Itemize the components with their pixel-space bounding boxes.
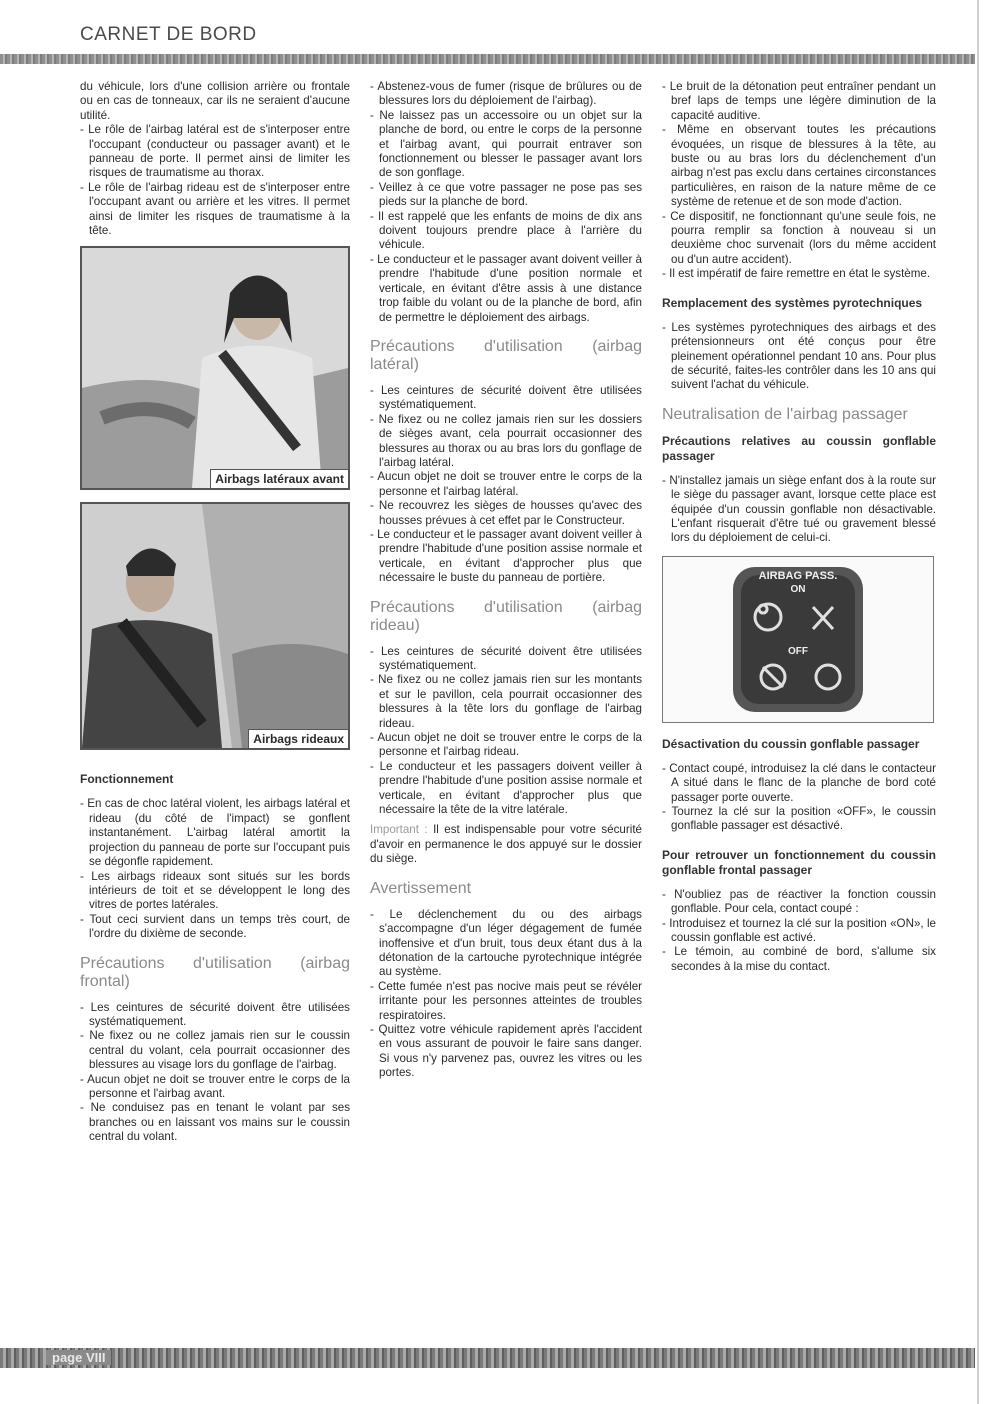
list-item: - Ne recouvrez les sièges de housses qu'avec des housses prévues à cet effet par le Constructeur. — [370, 499, 642, 528]
important-label: Important : — [370, 823, 428, 837]
list-item: - Aucun objet ne doit se trouver entre le corps de la personne et l'airbag avant. — [80, 1073, 350, 1102]
remplacement-heading: Remplacement des systèmes pyrotechniques — [662, 295, 923, 310]
desactivation-heading: Désactivation du coussin gonflable passager — [662, 736, 920, 751]
lateral-list — [370, 384, 642, 586]
list-item: - Les systèmes pyrotechniques des airbags et des prétensionneurs ont été conçus pour être pleinement opérationnel pendant 10 ans. Pour plus de sécurité, faites-les contrôler dans les 10 ans qui suivent l'achat du véhicule. — [662, 321, 936, 393]
lateral-heading: Précautions d'utilisation (airbag latéral) — [370, 337, 642, 373]
list-item: - Ne fixez ou ne collez jamais rien sur le coussin central du volant, cela pourrait occasionner des blessures au visage lors du gonflage de l'airbag. — [80, 1029, 350, 1072]
list-item: - Tout ceci survient dans un temps très court, de l'ordre du dixième de seconde. — [80, 913, 350, 942]
page-number: page VIII — [46, 1350, 111, 1365]
list-item: - Contact coupé, introduisez la clé dans le contacteur A situé dans le flanc de la planche de bord coté passager porte ouverte. — [662, 762, 936, 805]
list-item: - Ne fixez ou ne collez jamais rien sur les montants et sur le pavillon, cela pourrait occasionner des blessures à la tête lors du gonflage de l'airbag rideau. — [370, 673, 642, 731]
precautions-heading: Précautions relatives au coussin gonflable passager — [662, 433, 936, 463]
list-item: - Les ceintures de sécurité doivent être utilisées systématiquement. — [80, 1001, 350, 1030]
page-edge-rule — [977, 0, 979, 1404]
remplacement-list — [662, 321, 936, 393]
list-item: - Les ceintures de sécurité doivent être utilisées systématiquement. — [370, 384, 642, 413]
list-item: - Le bruit de la détonation peut entraîner pendant un bref laps de temps une légère diminution de la capacité auditive. — [662, 80, 936, 123]
photo1-caption: Airbags latéraux avant — [210, 469, 348, 488]
list-item: - Le conducteur et les passagers doivent veiller à prendre l'habitude d'une position assise normale et verticale, en évitant d'approcher plus que nécessaire la tête de la vitre latérale. — [370, 760, 642, 818]
list-item: - Tournez la clé sur la position «OFF», le coussin gonflable passager est désactivé. — [662, 805, 936, 834]
list-item: - Les airbags rideaux sont situés sur les bords intérieurs de toit et se développent le long des vitres de portes latérales. — [80, 870, 350, 913]
fonctionnement-heading: Fonctionnement — [80, 772, 174, 787]
list-item: - Ne laissez pas un accessoire ou un objet sur la planche de bord, ou entre le corps de la personne et l'airbag avant, qui pourrait entraver son fonctionnement ou blesser le passager avant lors de son gonflage. — [370, 109, 642, 181]
photo-airbags-rideaux — [80, 502, 350, 750]
panel-label-off: OFF — [788, 645, 808, 657]
airbag-pass-indicator-panel — [662, 556, 934, 723]
precautions-list — [662, 474, 936, 546]
panel-label-on: ON — [790, 583, 806, 595]
footer-rule — [0, 1348, 975, 1368]
list-item: - Il est rappelé que les enfants de moins de dix ans doivent toujours prendre place à l'arrière du véhicule. — [370, 210, 642, 253]
photo2-caption: Airbags rideaux — [248, 729, 348, 748]
list-item: - En cas de choc latéral violent, les airbags latéral et rideau (du côté de l'impact) se gonflent instantanément. L'airbag latéral amortit la projection du panneau de porte sur l'occupant puis se dégonfle rapidement. — [80, 797, 350, 869]
fonctionnement-list — [80, 797, 350, 941]
column-3 — [662, 80, 936, 974]
list-item: - Le déclenchement du ou des airbags s'accompagne d'un léger dégagement de fumée inoffensive et d'un bruit, tous deux étant dus à la détonation de la cartouche pyrotechnique intégrée au système. — [370, 908, 642, 980]
desactivation-list — [662, 762, 936, 834]
panel-label-airbag-pass: AIRBAG PASS. — [758, 569, 838, 582]
col2-intro-list — [370, 80, 642, 325]
list-item: - Le rôle de l'airbag latéral est de s'interposer entre l'occupant (conducteur ou passager avant) et le panneau de porte. Il permet ainsi de limiter les risques de traumatisme au thorax. — [80, 123, 350, 181]
list-item: - Il est impératif de faire remettre en état le système. — [662, 267, 936, 281]
col3-intro-list — [662, 80, 936, 282]
important-note — [370, 823, 642, 866]
col1-intro-list — [80, 123, 350, 238]
frontal-heading: Précautions d'utilisation (airbag frontal) — [80, 954, 350, 990]
header-rule — [0, 54, 975, 64]
retrouver-list — [662, 888, 936, 974]
list-item: - Le conducteur et le passager avant doivent veiller à prendre l'habitude d'une position normale et verticale, en évitant d'être assis à une distance trop faible du volant ou de la planche de bord, afin de permettre le déploiement des airbags. — [370, 253, 642, 325]
retrouver-heading: Pour retrouver un fonctionnement du coussin gonflable frontal passager — [662, 847, 936, 877]
list-item: - Ne fixez ou ne collez jamais rien sur les dossiers de sièges avant, cela pourrait occasionner des blessures au thorax ou au bras lors du gonflage de l'airbag latéral. — [370, 413, 642, 471]
page-header-title: CARNET DE BORD — [80, 24, 257, 45]
neutralisation-heading: Neutralisation de l'airbag passager — [662, 405, 908, 423]
list-item: - Aucun objet ne doit se trouver entre le corps de la personne et l'airbag latéral. — [370, 470, 642, 499]
column-2 — [370, 80, 642, 1081]
column-1 — [80, 80, 350, 1145]
rideau-list — [370, 645, 642, 818]
list-item: - Cette fumée n'est pas nocive mais peut se révéler irritante pour les personnes atteintes de troubles respiratoires. — [370, 980, 642, 1023]
list-item: - Abstenez-vous de fumer (risque de brûlures ou de blessures lors du déploiement de l'airbag). — [370, 80, 642, 109]
photo-airbags-lateraux — [80, 246, 350, 490]
frontal-list — [80, 1001, 350, 1145]
list-item: - Quittez votre véhicule rapidement après l'accident en vous assurant de pouvoir le faire sans danger. Si vous n'y parvenez pas, ouvrez les vitres ou les portes. — [370, 1023, 642, 1081]
list-item: - Ne conduisez pas en tenant le volant par ses branches ou en laissant vos mains sur le coussin central du volant. — [80, 1101, 350, 1144]
rideau-heading: Précautions d'utilisation (airbag rideau) — [370, 598, 642, 634]
avertissement-heading: Avertissement — [370, 879, 472, 897]
list-item: - Veillez à ce que votre passager ne pose pas ses pieds sur la planche de bord. — [370, 181, 642, 210]
list-item: - Le témoin, au combiné de bord, s'allume six secondes à la mise du contact. — [662, 945, 936, 974]
important-text: Il est indispensable pour votre sécurité d'avoir en permanence le dos appuyé sur le dossier du siège. — [370, 823, 642, 866]
list-item: - Introduisez et tournez la clé sur la position «ON», le coussin gonflable est activé. — [662, 917, 936, 946]
list-item: - Aucun objet ne doit se trouver entre le corps de la personne et l'airbag rideau. — [370, 731, 642, 760]
col1-intro-text: du véhicule, lors d'une collision arrière ou frontale ou en cas de tonneaux, car ils ne seraient d'aucune utilité. — [80, 80, 350, 122]
list-item: - Ce dispositif, ne fonctionnant qu'une seule fois, ne pourra remplir sa fonction à nouveau si un deuxième choc survenait (lors du même accident ou d'un autre accident). — [662, 210, 936, 268]
list-item: - Même en observant toutes les précautions évoquées, un risque de blessures à la tête, au buste ou au bras lors du déclenchement d'un airbag n'est pas exclu dans certaines circonstances particulières, en raison de la nature même de ce système de retenue et de son mode d'action. — [662, 123, 936, 209]
list-item: - N'installez jamais un siège enfant dos à la route sur le siège du passager avant, lorsque cette place est équipée d'un coussin gonflable non désactivable. L'enfant risquerait d'être tué ou gravement blessé lors du déploiement de celui-ci. — [662, 474, 936, 546]
list-item: - Les ceintures de sécurité doivent être utilisées systématiquement. — [370, 645, 642, 674]
photo-illustration-man — [82, 504, 348, 748]
list-item: - Le conducteur et le passager avant doivent veiller à prendre l'habitude d'une position assise normale et verticale, en évitant d'approcher plus que nécessaire le buste du panneau de portière. — [370, 528, 642, 586]
list-item: - Le rôle de l'airbag rideau est de s'interposer entre l'occupant avant ou arrière et les vitres. Il permet ainsi de limiter les risques de traumatisme à la tête. — [80, 181, 350, 239]
list-item: - N'oubliez pas de réactiver la fonction coussin gonflable. Pour cela, contact coupé : — [662, 888, 936, 917]
avertissement-list — [370, 908, 642, 1081]
photo-illustration-woman — [82, 248, 348, 488]
